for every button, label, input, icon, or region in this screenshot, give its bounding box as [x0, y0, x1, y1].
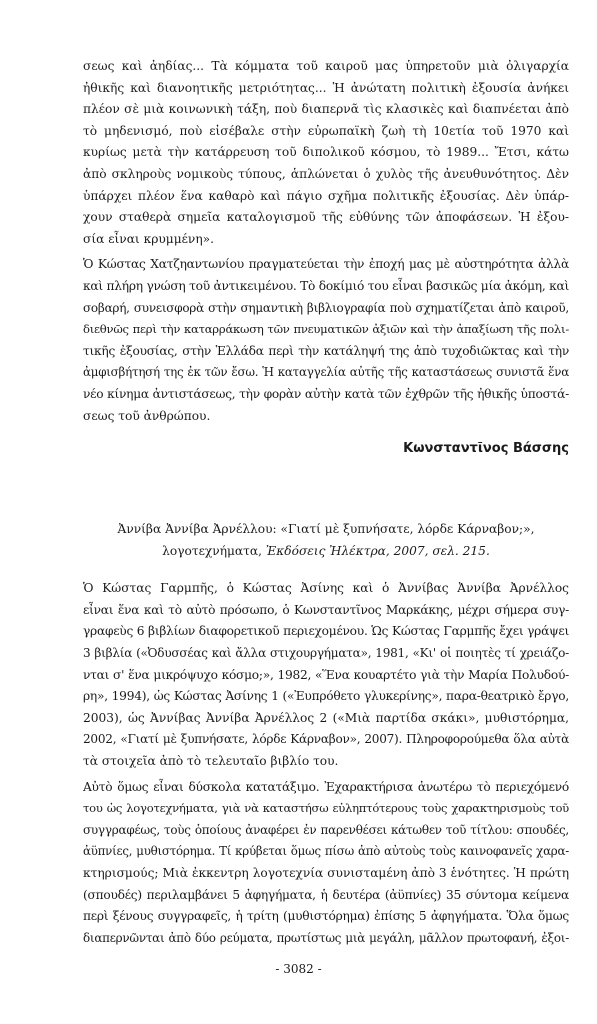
page-content — [83, 56, 569, 949]
text-line: τικῆς ἐξουσίας, στὴν Ἑλλάδα περὶ τὴν κατάληψή της ἀπὸ τυχοδιῶκτας καὶ τὴν — [83, 343, 569, 358]
text-line: διαπερνῶνται ἀπὸ δύο ρεύματα, πρωτίστως μιὰ μεγάλη, μᾶλλον πρωτοφανή, ἐξοι- — [83, 930, 569, 945]
text-line: σοβαρή, συνεισφορὰ στὴν σημαντικὴ βιβλιογραφία ποὺ σχηματίζεται ἀπὸ καιροῦ, — [83, 300, 569, 315]
text-line: χουν σταθερὰ σημεῖα καταλογισμοῦ τῆς εὐθύνης τῶν ἀποφάσεων. Ἡ ἐξου- — [83, 210, 569, 225]
text-line: σεως καὶ ἀηδίας... Τὰ κόμματα τοῦ καιροῦ μας ὑπηρετοῦν μιὰ ὀλιγαρχία — [83, 59, 569, 73]
page-number: - 3082 - — [275, 962, 322, 976]
text-line: 2002, «Γιατί μὲ ξυπνήσατε, λόρδε Κάρναβον», 2007). Πληροφορούμεθα ὅλα αὐτὰ — [83, 732, 569, 747]
text-line: διεθνῶς περὶ τὴν καταρράκωση τῶν πνευματικῶν ἀξιῶν καὶ τὴν ἀπαξίωση τῆς πολι- — [83, 322, 569, 337]
text-line: περὶ ξένους συγγραφεῖς, ἡ τρίτη (μυθιστόρημα) ἐπίσης 5 ἀφηγήματα. Ὅλα ὅμως — [83, 909, 569, 924]
text-line: γραφεὺς 6 βιβλίων διαφορετικοῦ περιεχομένου. Ὡς Κώστας Γαρμπῆς ἔχει γράψει — [83, 624, 569, 639]
text-line: ὑπάρχει πλέον ἕνα καθαρὸ καὶ πάγιο σχῆμα πολιτικῆς ἐξουσίας. Δὲν ὑπάρ- — [83, 188, 569, 203]
text-line: ἠθικῆς καὶ διανοητικῆς μετριότητας... Ἡ ἀνώτατη πολιτικὴ ἐξουσία ἀνήκει — [83, 80, 569, 95]
text-line: κτηρισμούς; Μιὰ ἐκκεντρη λογοτεχνία συνισταμένη ἀπὸ 3 ἑνότητες. Ἡ πρώτη — [83, 866, 569, 880]
text-line: σεως τοῦ ἀνθρώπου. — [83, 408, 211, 423]
text-line: ἀπὸ σκληροὺς νομικοὺς τύπους, ἁπλώνεται ὁ χυλὸς τῆς ἀνευθυνότητος. Δὲν — [83, 166, 569, 181]
text-line: τὸ μηδενισμό, ποὺ εἰσέβαλε στὴν εὐρωπαϊκὴ ζωὴ τὴ 10ετία τοῦ 1970 καὶ — [83, 123, 569, 138]
paragraph-4 — [83, 777, 569, 950]
text-line: νται σ' ἕνα μικρόψυχο κόσμο;», 1982, «Ἕνα κουαρτέτο γιὰ τὴν Μαρία Πολυδού- — [83, 667, 569, 682]
text-line: εἶναι ἕνα καὶ τὸ αὐτὸ πρόσωπο, ὁ Κωνσταντῖνος Μαρκάκης, μέχρι σήμερα συγ- — [83, 602, 569, 617]
text-line: Αὐτὸ ὅμως εἶναι δύσκολα κατατάξιμο. Ἐχαρακτήρισα ἀνωτέρω τὸ περιεχόμενό — [83, 779, 569, 794]
text-line: 3 βιβλία («Ὀδυσσέας καὶ ἄλλα στιχουργήματα», 1981, «Κι' οἱ ποιητὲς τί χρειάζο- — [83, 646, 569, 661]
review-heading — [83, 519, 569, 562]
text-line: πλέον σὲ μιὰ κοινωνικὴ τάξη, ποὺ διαπερνᾶ τὶς κλασικὲς καὶ διαπνέεται ἀπὸ — [83, 102, 569, 117]
author-signature: Κωνσταντῖνος Βάσσης — [403, 441, 569, 457]
text-line: Ὁ Κώστας Χατζηαντωνίου πραγματεύεται τὴν ἐποχή μας μὲ αὐστηρότητα ἀλλὰ — [83, 257, 569, 272]
text-line: του ὡς λογοτεχνήματα, γιὰ νὰ καταστήσω εὐληπτότερους τοὺς χαρακτηρισμοὺς τοῦ — [83, 801, 569, 816]
paragraph-2 — [83, 254, 569, 427]
review-heading-line-1: Ἀννίβα Ἀννίβα Ἀρνέλλου: «Γιατί μὲ ξυπνήσατε, λόρδε Κάρναβον;», — [117, 522, 535, 537]
text-line: ἀϋπνίες, μυθιστόρημα. Τί κρύβεται ὅμως πίσω ἀπὸ αὐτοὺς τοὺς καινοφανεῖς χαρα- — [83, 844, 569, 859]
text-line: 2003), ὡς Ἀννίβας Ἀννίβα Ἀρνέλλος 2 («Μιὰ παρτίδα σκάκι», μυθιστόρημα, — [83, 710, 569, 725]
review-heading-genre: λογοτεχνήματα, — [162, 543, 266, 558]
review-heading-publisher: Ἐκδόσεις Ἠλέκτρα, 2007, σελ. 215. — [265, 543, 490, 558]
text-line: σία εἶναι κρυμμένη». — [83, 231, 214, 246]
text-line: Ὁ Κώστας Γαρμπῆς, ὁ Κώστας Ἀσίνης καὶ ὁ Ἀννίβας Ἀννίβα Ἀρνέλλος — [83, 581, 569, 596]
text-line: (σπουδές) περιλαμβάνει 5 ἀφηγήματα, ἡ δευτέρα (ἀϋπνίες) 35 σύντομα κείμενα — [83, 887, 569, 902]
text-line: νέο κίνημα ἀντιστάσεως, τὴν φορὰν αὐτὴν κατὰ τῶν ἐχθρῶν τῆς ἠθικῆς ὑποστά- — [83, 386, 569, 401]
review-heading-line-2 — [83, 541, 569, 563]
paragraph-3 — [83, 578, 569, 772]
paragraph-1 — [83, 56, 569, 250]
text-line: καὶ πλήρη γνώση τοῦ ἀντικειμένου. Τὸ δοκίμιό του εἶναι βασικῶς μία ἀκόμη, καὶ — [83, 278, 569, 293]
text-line: συγγραφέως, τοὺς ὁποίους ἀναφέρει ἐν παρενθέσει κάτωθεν τοῦ τίτλου: σπουδές, — [83, 822, 569, 837]
text-line: ἀμφισβήτησή της ἐκ τῶν ἔσω. Ἡ καταγγελία αὐτῆς τῆς καταστάσεως συνιστᾶ ἕνα — [83, 365, 569, 380]
text-line: κυρίως μετὰ τὴν κατάρρευση τοῦ διπολικοῦ κόσμου, τὸ 1989... Ἔτσι, κάτω — [83, 145, 569, 160]
text-line: ρη», 1994), ὡς Κώστας Ἀσίνης 1 («Ἐυπρόθετο γλυκερίνης», παρα-θεατρικὸ ἔργο, — [83, 689, 569, 704]
text-line: τὰ στοιχεῖα ἀπὸ τὸ τελευταῖο βιβλίο του. — [83, 754, 339, 769]
